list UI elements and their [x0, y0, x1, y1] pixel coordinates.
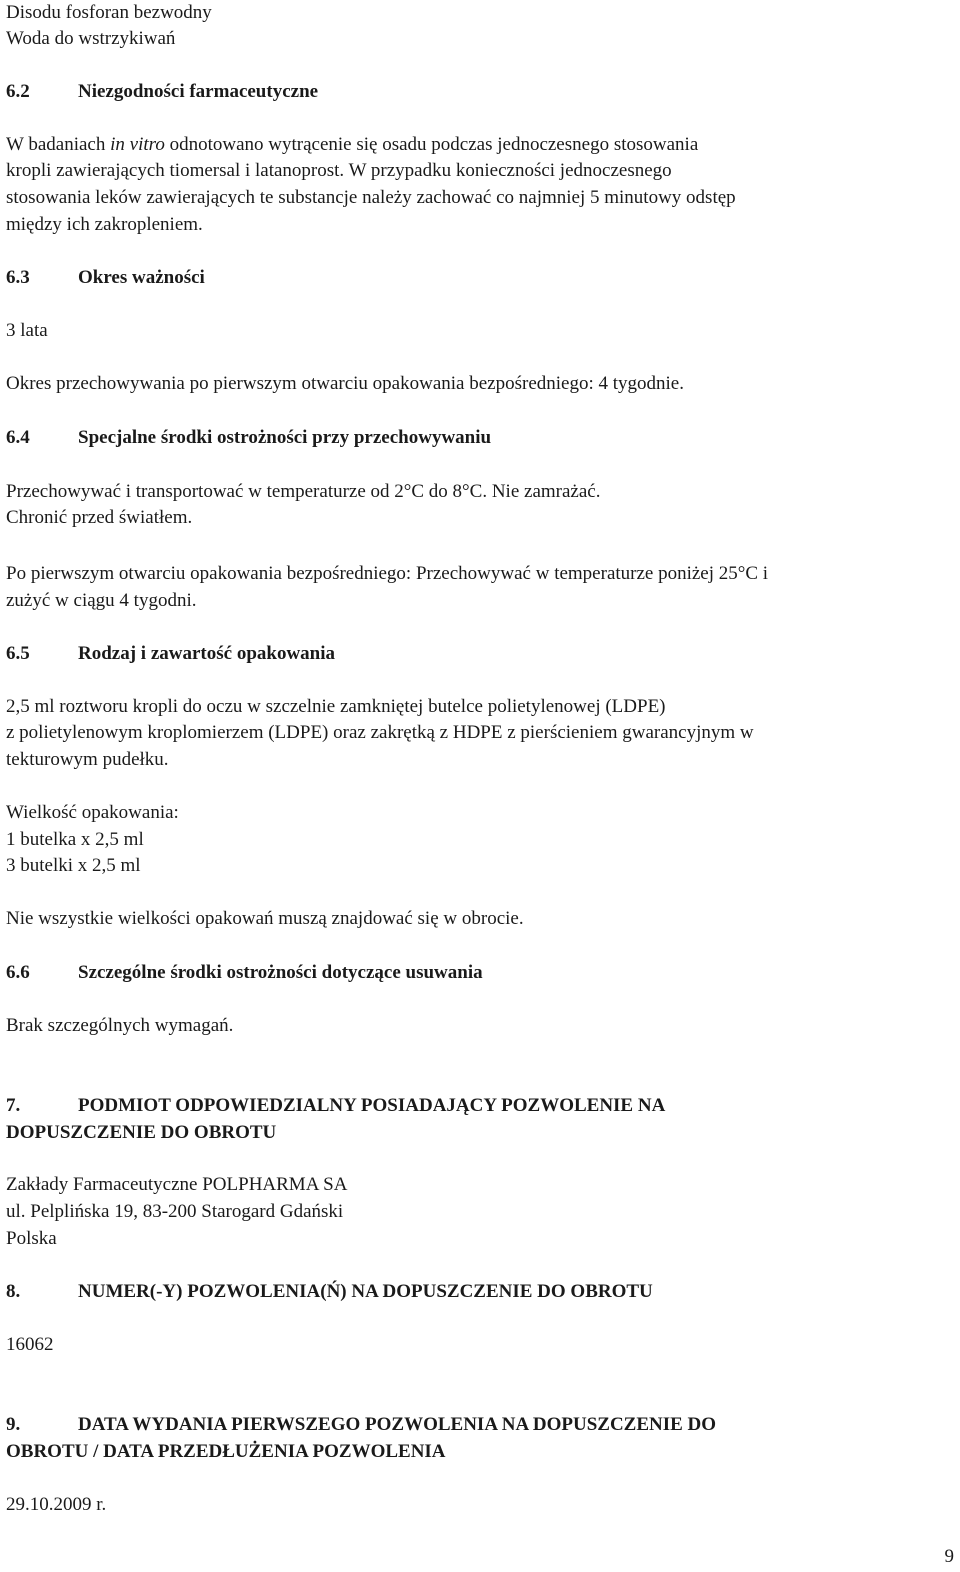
excipient-line: Woda do wstrzykiwań — [6, 28, 176, 49]
paragraph-line: zużyć w ciągu 4 tygodni. — [6, 590, 197, 611]
section-title: Okres ważności — [78, 267, 205, 288]
text-run: W badaniach — [6, 134, 111, 155]
paragraph-line: ul. Pelplińska 19, 83-200 Starogard Gdański — [6, 1201, 344, 1222]
paragraph-line: 2,5 ml roztworu kropli do oczu w szczelnie zamkniętej butelce polietylenowej (LDPE) — [6, 696, 666, 717]
text-run: odnotowano wytrącenie się osadu podczas jednoczesnego stosowania — [164, 134, 699, 155]
paragraph-line: Wielkość opakowania: — [6, 802, 179, 823]
paragraph-line: 1 butelka x 2,5 ml — [6, 829, 144, 850]
section-title: Niezgodności farmaceutyczne — [78, 81, 319, 102]
section-title: Specjalne środki ostrożności przy przechowywaniu — [78, 427, 492, 448]
section-number: 9. — [6, 1414, 21, 1435]
paragraph-line — [6, 132, 698, 158]
paragraph-line: 29.10.2009 r. — [6, 1494, 107, 1515]
paragraph-line: Nie wszystkie wielkości opakowań muszą znajdować się w obrocie. — [6, 908, 524, 929]
section-title: DATA WYDANIA PIERWSZEGO POZWOLENIA NA DOPUSZCZENIE DO — [78, 1414, 717, 1435]
excipient-line: Disodu fosforan bezwodny — [6, 2, 212, 23]
paragraph-line: stosowania leków zawierających te substancje należy zachować co najmniej 5 minutowy odstęp — [6, 187, 736, 208]
section-number: 7. — [6, 1095, 21, 1116]
paragraph-line: Po pierwszym otwarciu opakowania bezpośredniego: Przechowywać w temperaturze poniżej 25°C i — [6, 563, 769, 584]
italic-text: in vitro — [110, 134, 165, 155]
page-number: 9 — [944, 1546, 954, 1567]
section-number: 6.6 — [6, 962, 30, 983]
paragraph-line: kropli zawierających tiomersal i latanoprost. W przypadku konieczności jednoczesnego — [6, 160, 672, 181]
section-title: PODMIOT ODPOWIEDZIALNY POSIADAJĄCY POZWOLENIE NA — [78, 1095, 666, 1116]
paragraph-line: 3 lata — [6, 320, 48, 341]
paragraph-line: Zakłady Farmaceutyczne POLPHARMA SA — [6, 1174, 348, 1195]
section-number: 6.4 — [6, 427, 30, 448]
section-number: 6.2 — [6, 81, 30, 102]
section-title-continued: DOPUSZCZENIE DO OBROTU — [6, 1122, 277, 1143]
section-title: Szczególne środki ostrożności dotyczące usuwania — [78, 962, 483, 983]
paragraph-line: z polietylenowym kroplomierzem (LDPE) oraz zakrętką z HDPE z pierścieniem gwarancyjnym w — [6, 722, 754, 743]
paragraph-line: Polska — [6, 1228, 57, 1249]
section-title-continued: OBROTU / DATA PRZEDŁUŻENIA POZWOLENIA — [6, 1441, 446, 1462]
section-title: NUMER(-Y) POZWOLENIA(Ń) NA DOPUSZCZENIE DO OBROTU — [78, 1281, 653, 1302]
section-number: 6.3 — [6, 267, 30, 288]
paragraph-line: Przechowywać i transportować w temperaturze od 2°C do 8°C. Nie zamrażać. — [6, 481, 601, 502]
paragraph-line: Okres przechowywania po pierwszym otwarciu opakowania bezpośredniego: 4 tygodnie. — [6, 373, 684, 394]
paragraph-line: Brak szczególnych wymagań. — [6, 1015, 234, 1036]
paragraph-line: 16062 — [6, 1334, 54, 1355]
paragraph-line: tekturowym pudełku. — [6, 749, 169, 770]
section-title: Rodzaj i zawartość opakowania — [78, 643, 336, 664]
section-number: 6.5 — [6, 643, 30, 664]
paragraph-line: 3 butelki x 2,5 ml — [6, 855, 141, 876]
paragraph-line: między ich zakropleniem. — [6, 214, 203, 235]
section-number: 8. — [6, 1281, 21, 1302]
paragraph-line: Chronić przed światłem. — [6, 507, 193, 528]
